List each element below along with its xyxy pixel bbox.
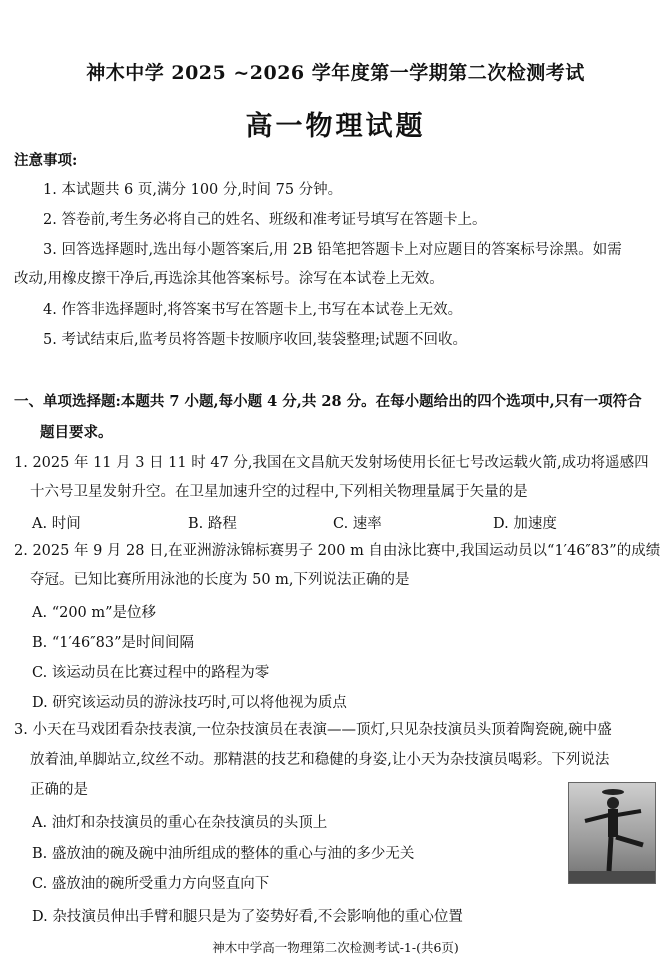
notes-heading: 注意事项: xyxy=(14,152,78,169)
section-heading: 一、单项选择题:本题共 7 小题,每小题 4 分,共 28 分。在每小题给出的四个选项中,只有一项符合 xyxy=(14,393,642,410)
q2-option-a: A. “200 m”是位移 xyxy=(32,605,157,621)
note-item: 3. 回答选择题时,选出每小题答案后,用 2B 铅笔把答题卡上对应题目的答案标号涂黑。如需 xyxy=(43,242,622,258)
acrobat-photo xyxy=(568,782,656,884)
q2-option-d: D. 研究该运动员的游泳技巧时,可以将他视为质点 xyxy=(32,695,347,711)
acrobat-figure-icon xyxy=(569,783,655,883)
q3-option-d: D. 杂技演员伸出手臂和腿只是为了姿势好看,不会影响他的重心位置 xyxy=(32,909,463,925)
note-item: 5. 考试结束后,监考员将答题卡按顺序收回,装袋整理;试题不回收。 xyxy=(43,332,468,348)
q3-option-a: A. 油灯和杂技演员的重心在杂技演员的头顶上 xyxy=(32,815,328,831)
q1-option-d: D. 加速度 xyxy=(493,516,557,532)
note-item: 2. 答卷前,考生务必将自己的姓名、班级和准考证号填写在答题卡上。 xyxy=(43,212,487,228)
page-footer: 神木中学高一物理第二次检测考试-1-(共6页) xyxy=(212,940,459,955)
q1-option-b: B. 路程 xyxy=(188,516,237,532)
question-1-stem: 1. 2025 年 11 月 3 日 11 时 47 分,我国在文昌航天发射场使用长征七号改运载火箭,成功将遥感四 xyxy=(14,455,649,471)
question-2-stem-cont: 夺冠。已知比赛所用泳池的长度为 50 m,下列说法正确的是 xyxy=(30,572,410,588)
question-2-stem: 2. 2025 年 9 月 28 日,在亚洲游泳锦标赛男子 200 m 自由泳比赛中,我国运动员以“1′46″83”的成绩 xyxy=(14,543,661,559)
q3-option-c: C. 盛放油的碗所受重力方向竖直向下 xyxy=(32,876,270,892)
note-item: 4. 作答非选择题时,将答案书写在答题卡上,书写在本试卷上无效。 xyxy=(43,302,463,318)
exam-title: 神木中学 2025 ~2026 学年度第一学期第二次检测考试 xyxy=(86,62,585,84)
question-1-stem-cont: 十六号卫星发射升空。在卫星加速升空的过程中,下列相关物理量属于矢量的是 xyxy=(30,484,528,500)
q3-option-b: B. 盛放油的碗及碗中油所组成的整体的重心与油的多少无关 xyxy=(32,846,415,862)
q1-option-a: A. 时间 xyxy=(32,516,81,532)
note-item: 1. 本试题共 6 页,满分 100 分,时间 75 分钟。 xyxy=(43,182,343,198)
q1-option-c: C. 速率 xyxy=(333,516,382,532)
question-3-stem-cont: 放着油,单脚站立,纹丝不动。那精湛的技艺和稳健的身姿,让小天为杂技演员喝彩。下列说法 xyxy=(30,752,610,768)
q2-option-b: B. “1′46″83”是时间间隔 xyxy=(32,635,195,651)
section-heading-cont: 题目要求。 xyxy=(40,424,113,441)
note-item: 改动,用橡皮擦干净后,再选涂其他答案标号。涂写在本试卷上无效。 xyxy=(14,271,444,287)
subject-title: 高一物理试题 xyxy=(245,111,426,142)
q2-option-c: C. 该运动员在比赛过程中的路程为零 xyxy=(32,665,270,681)
question-3-stem: 3. 小天在马戏团看杂技表演,一位杂技演员在表演——顶灯,只见杂技演员头顶着陶瓷碗,碗中盛 xyxy=(14,722,612,738)
question-3-stem-cont: 正确的是 xyxy=(30,782,88,798)
